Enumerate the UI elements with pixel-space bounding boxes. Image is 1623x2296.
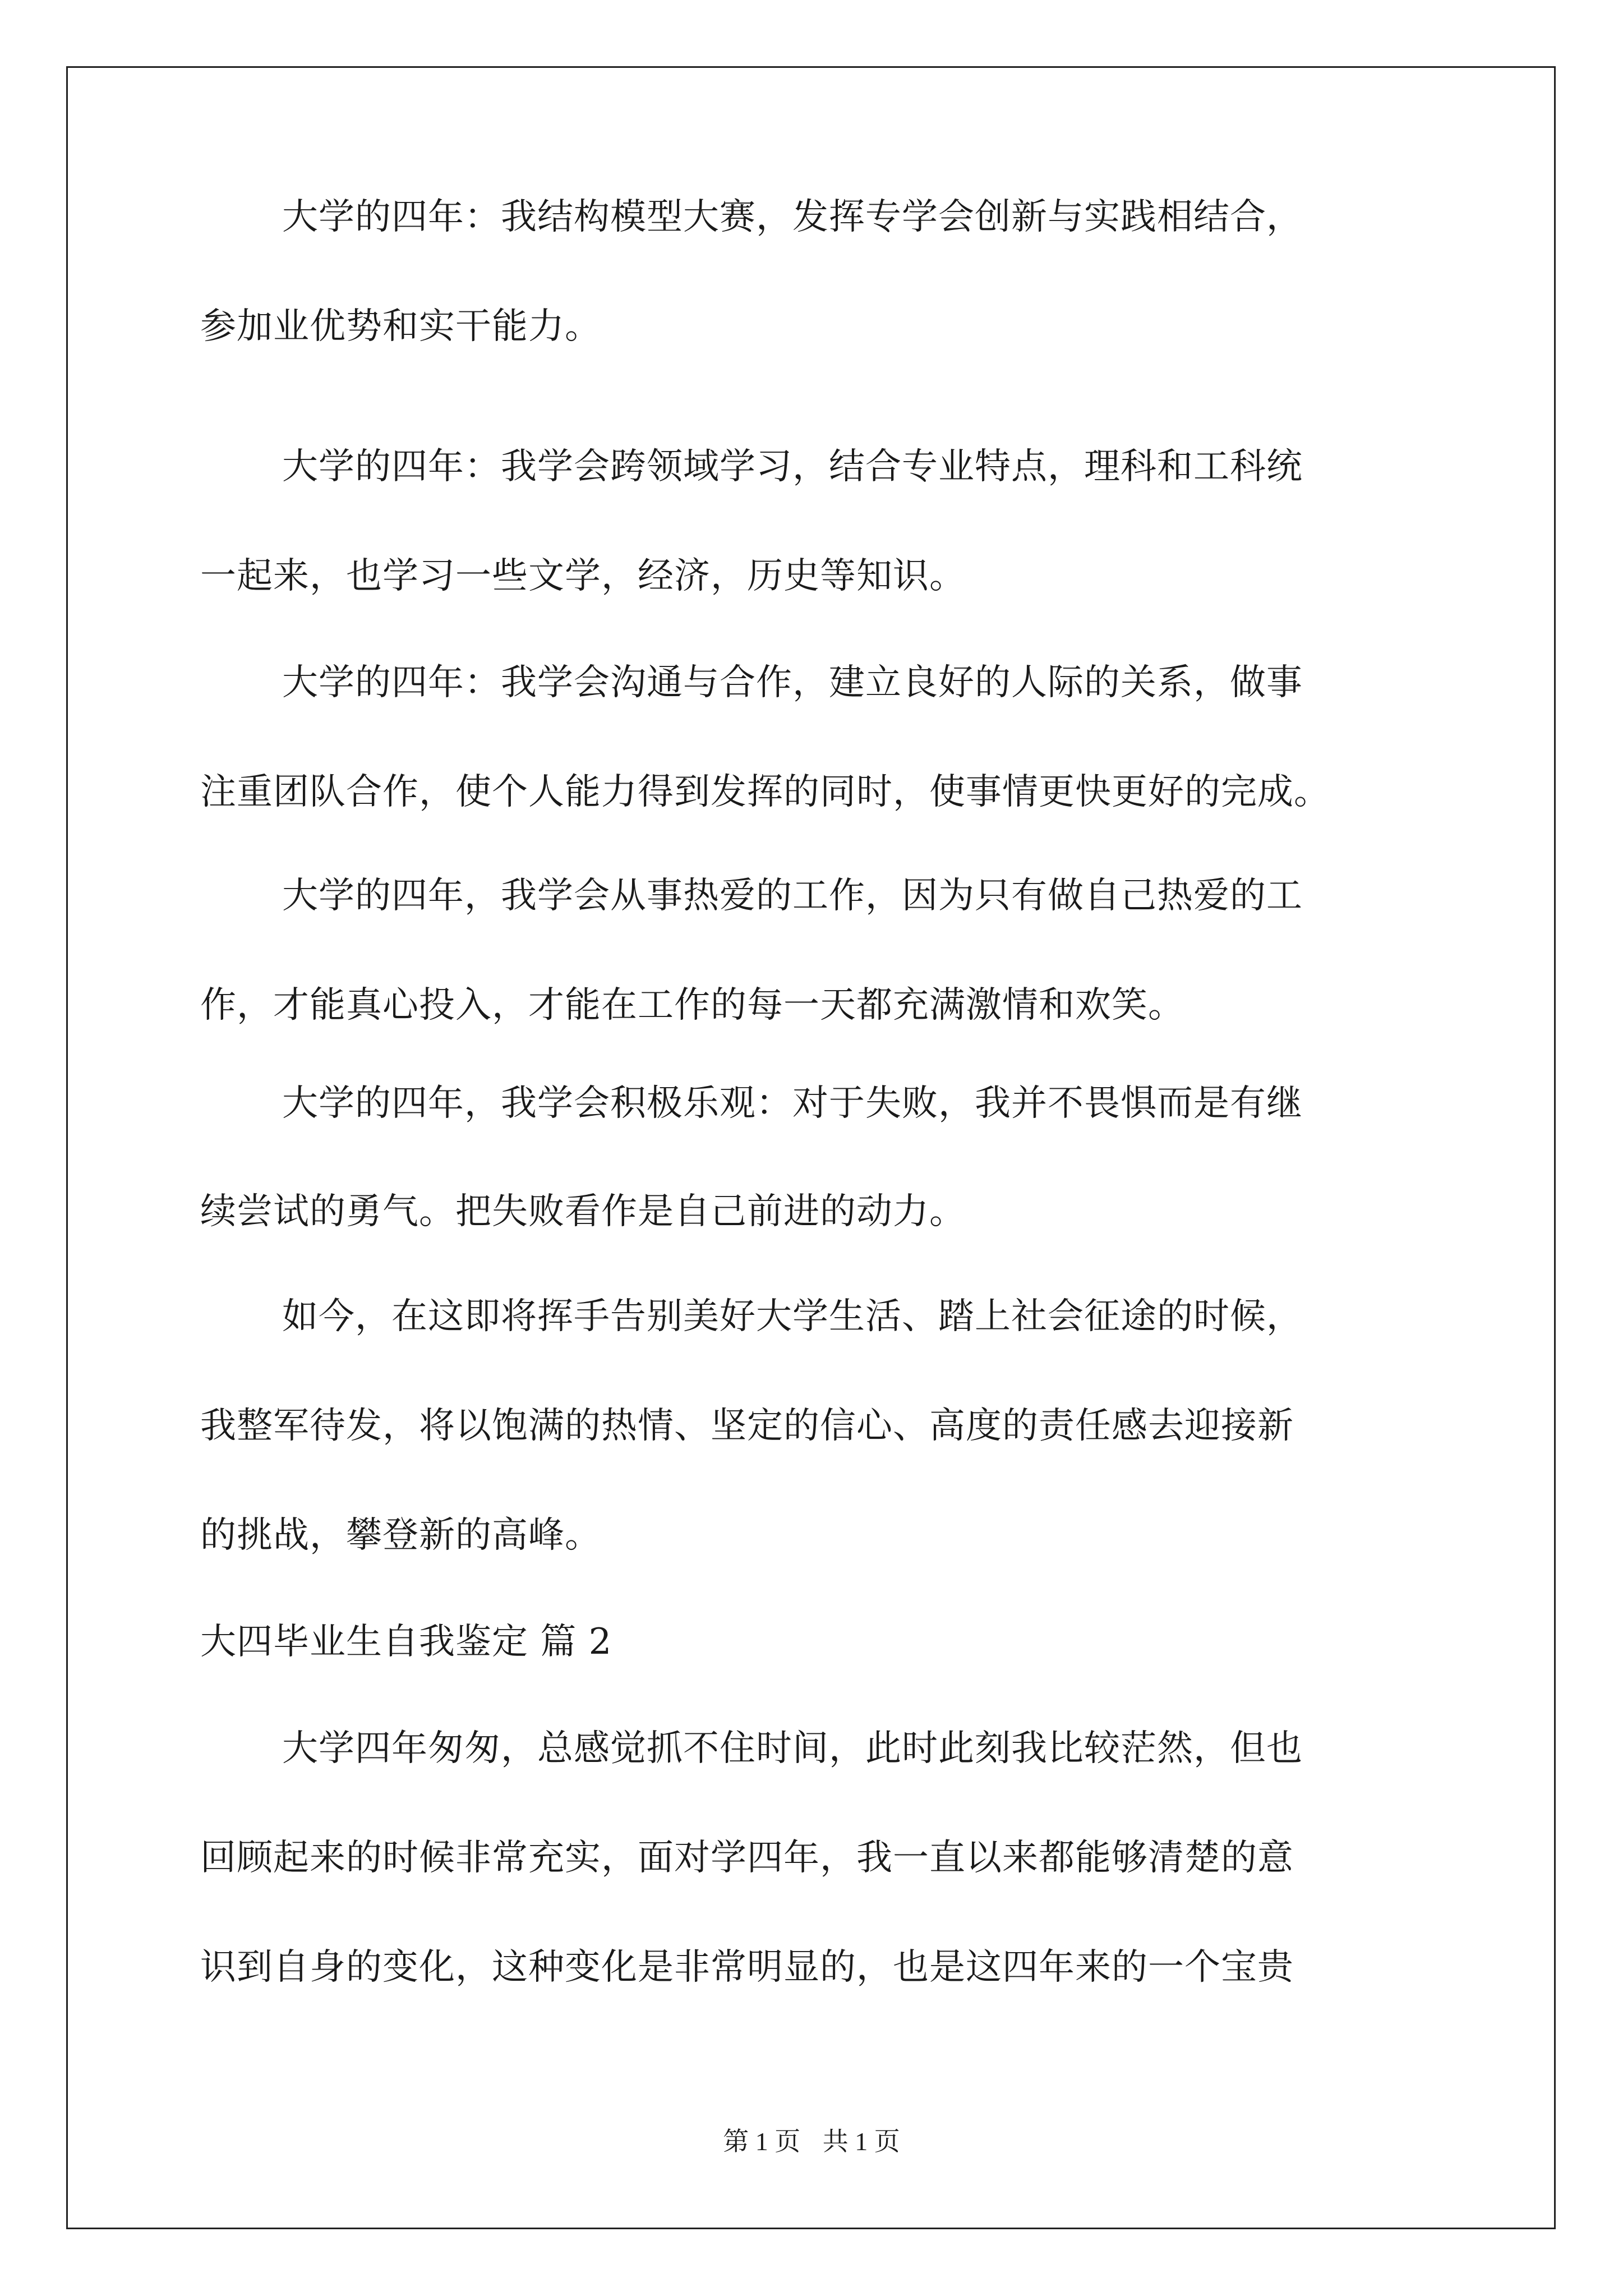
paragraph-7-line-3: 识到自身的变化，这种变化是非常明显的，也是这四年来的一个宝贵 bbox=[200, 1947, 1294, 1988]
page-number: 第 1 页 bbox=[723, 2127, 801, 2156]
paragraph-6-line-1: 如今，在这即将挥手告别美好大学生活、踏上社会征途的时候， bbox=[282, 1296, 1303, 1337]
paragraph-7-line-1: 大学四年匆匆，总感觉抓不住时间，此时此刻我比较茫然，但也 bbox=[282, 1728, 1303, 1769]
section-heading: 大四毕业生自我鉴定 篇 2 bbox=[200, 1621, 612, 1663]
paragraph-5-line-2: 续尝试的勇气。把失败看作是自己前进的动力。 bbox=[200, 1191, 966, 1232]
paragraph-5-line-1: 大学的四年，我学会积极乐观：对于失败，我并不畏惧而是有继 bbox=[282, 1083, 1303, 1124]
page-total: 共 1 页 bbox=[822, 2127, 900, 2156]
page-border bbox=[66, 66, 1556, 2229]
paragraph-3-line-1: 大学的四年：我学会沟通与合作，建立良好的人际的关系，做事 bbox=[282, 662, 1303, 703]
paragraph-4-line-1: 大学的四年，我学会从事热爱的工作，因为只有做自己热爱的工 bbox=[282, 875, 1303, 917]
paragraph-2-line-1: 大学的四年：我学会跨领域学习，结合专业特点，理科和工科统 bbox=[282, 446, 1303, 487]
page-footer bbox=[0, 2125, 1623, 2159]
paragraph-2-line-2: 一起来，也学习一些文学，经济，历史等知识。 bbox=[200, 555, 966, 597]
paragraph-1-line-1: 大学的四年：我结构模型大赛，发挥专学会创新与实践相结合， bbox=[282, 196, 1303, 238]
paragraph-4-line-2: 作，才能真心投入，才能在工作的每一天都充满激情和欢笑。 bbox=[200, 984, 1184, 1026]
paragraph-7-line-2: 回顾起来的时候非常充实，面对学四年，我一直以来都能够清楚的意 bbox=[200, 1837, 1294, 1879]
paragraph-6-line-2: 我整军待发，将以饱满的热情、坚定的信心、高度的责任感去迎接新 bbox=[200, 1405, 1294, 1447]
paragraph-3-line-2: 注重团队合作，使个人能力得到发挥的同时，使事情更快更好的完成。 bbox=[200, 771, 1330, 813]
paragraph-1-line-2: 参加业优势和实干能力。 bbox=[200, 306, 601, 347]
paragraph-6-line-3: 的挑战，攀登新的高峰。 bbox=[200, 1515, 601, 1556]
